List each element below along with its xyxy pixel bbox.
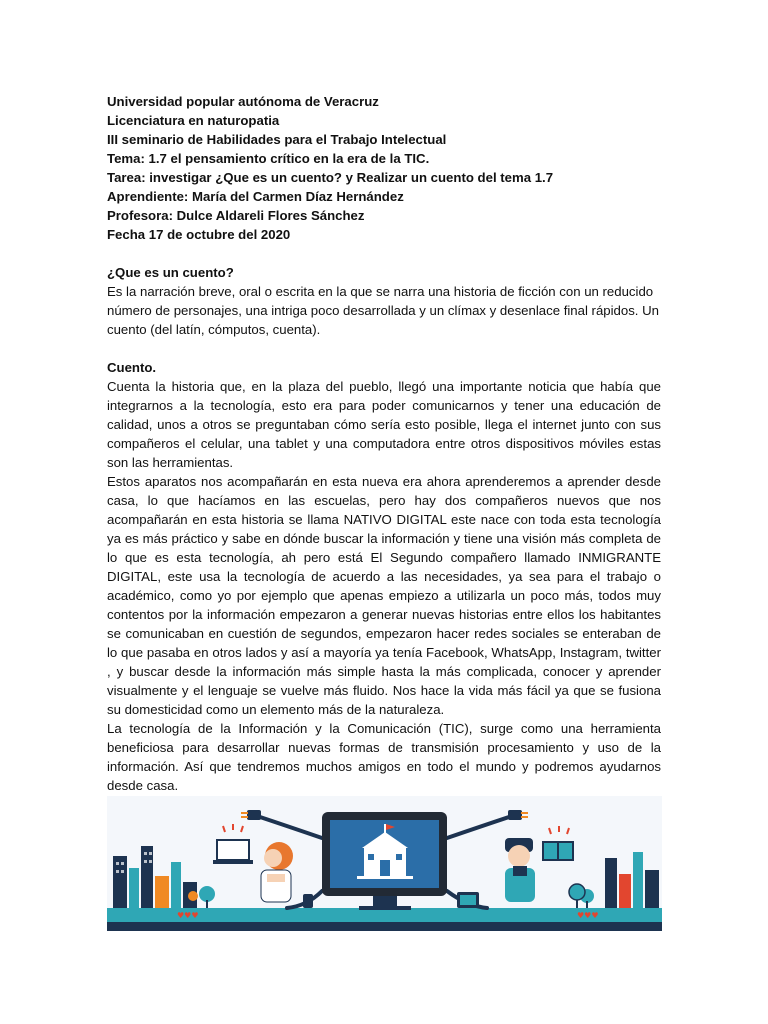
story-heading: Cuento. <box>107 360 157 375</box>
technology-illustration-icon <box>107 796 662 931</box>
header-topic: Tema: 1.7 el pensamiento crítico en la era de la TIC. <box>107 151 430 166</box>
svg-text:♥♥♥: ♥♥♥ <box>177 911 199 920</box>
man-with-book-icon <box>505 838 535 902</box>
definition-section <box>107 263 661 339</box>
document-body <box>107 92 661 795</box>
tablet-icon <box>457 892 479 908</box>
definition-text: Es la narración breve, oral o escrita en la que se narra una historia de ficción con un reducido número de personajes, una intriga poco desarrollada y un clímax y desenlace final rápidos. Un cuento (del latín, cómputos, cuenta). <box>107 284 659 337</box>
definition-heading: ¿Que es un cuento? <box>107 265 234 280</box>
document-header <box>107 92 661 244</box>
header-seminar: III seminario de Habilidades para el Trabajo Intelectual <box>107 132 447 147</box>
header-teacher: Profesora: Dulce Aldareli Flores Sánchez <box>107 208 365 223</box>
spacer <box>107 339 661 358</box>
story-section <box>107 358 661 795</box>
header-date: Fecha 17 de octubre del 2020 <box>107 227 291 242</box>
header-task: Tarea: investigar ¿Que es un cuento? y Realizar un cuento del tema 1.7 <box>107 170 554 185</box>
header-degree: Licenciatura en naturopatia <box>107 113 280 128</box>
header-student: Aprendiente: María del Carmen Díaz Hernández <box>107 189 404 204</box>
story-paragraph-3: La tecnología de la Información y la Comunicación (TIC), surge como una herramienta beneficiosa para desarrollar nuevas formas de transmisión procesamiento y uso de la información. Así que tendremos muchos amigos en todo el mundo y podremos ayudarnos desde casa. <box>107 721 661 793</box>
spacer <box>107 244 661 263</box>
book-icon <box>543 842 573 860</box>
header-university: Universidad popular autónoma de Veracruz <box>107 94 379 109</box>
monitor-icon <box>322 812 447 910</box>
svg-text:♥♥♥: ♥♥♥ <box>577 911 599 920</box>
laptop-icon <box>213 840 253 864</box>
story-paragraph-1: Cuenta la historia que, en la plaza del pueblo, llegó una importante noticia que había que integrarnos a la tecnología, esto era para poder comunicarnos y tener una educación de calidad, unos a otros se preguntaban cómo sería esto posible, llega el internet junto con sus compañeros el celular, una tablet y una computadora entre otros dispositivos móviles estas son las herramientas. <box>107 379 661 470</box>
story-paragraph-2: Estos aparatos nos acompañarán en esta nueva era ahora aprenderemos a aprender desde casa, lo que hacíamos en las escuelas, pero hay dos compañeros nuevos que nos acompañarán en esta historia se llama NATIVO DIGITAL este nace con toda esta tecnología ya es más práctico y sabe en dónde buscar la información y tiene una visión más completa de lo que es esta tecnología, ah pero está El Segundo compañero llamado INMIGRANTE DIGITAL, este usa la tecnología de acuerdo a las necesidades, ya sea para el trabajo o académico, como yo por ejemplo que apenas empiezo a utilizarla un poco más, todos muy contentos por la información empezaron a generar nuevas historias entre ellos los habitantes se comunicaban en cuestión de segundos, empezaron hacer redes sociales se enteraban de lo que pasaba en otros lados y así a mayoría ya tenía Facebook, WhatsApp, Instagram, twitter , y buscar desde la información más simple hasta la más complicada, conocer y aprender visualmente y el lenguaje se vuelve más fluido. Nos hace la vida más fácil ya que se fusiona su domesticidad como un elemento más de la naturaleza. <box>107 474 661 717</box>
phone-icon <box>303 894 313 908</box>
